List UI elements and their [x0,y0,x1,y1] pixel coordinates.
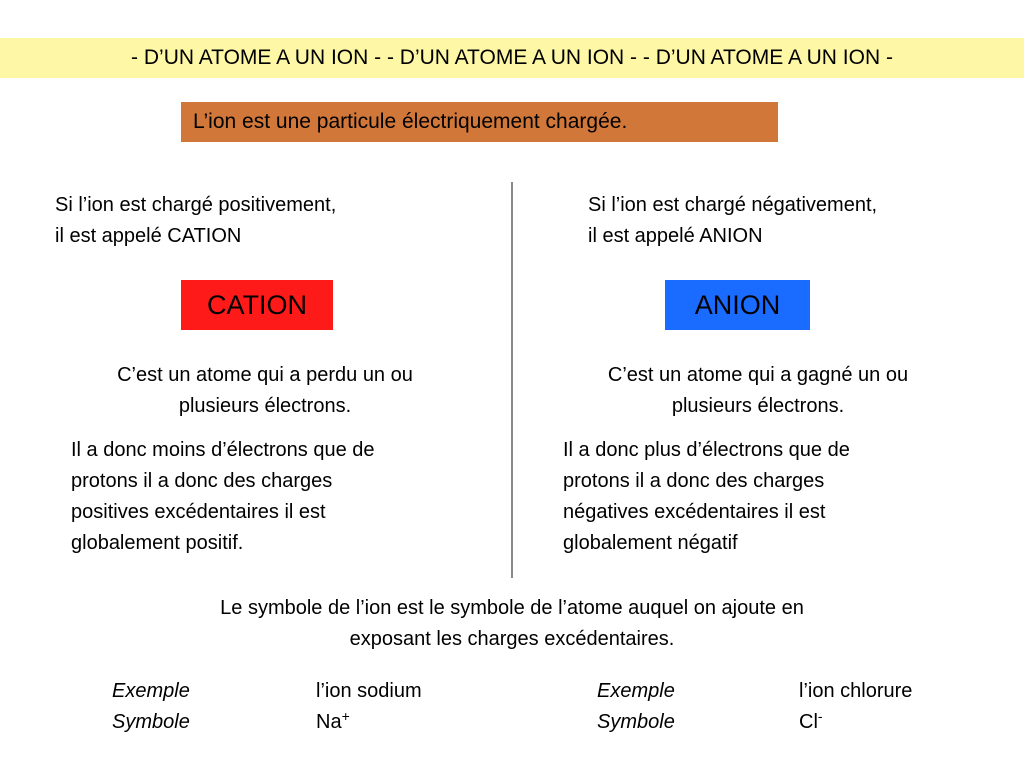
cation-description [50,360,480,422]
example-label: Exemple [112,680,190,702]
anion-detail-line: protons il a donc des charges [563,470,825,492]
cation-symbol-charge: + [341,708,350,724]
cation-example-labels [112,676,190,738]
anion-example-labels [597,676,675,738]
anion-example-name: l’ion chlorure [799,680,913,702]
cation-badge-label: CATION [207,289,307,320]
anion-symbol-charge: - [817,708,823,724]
symbol-label: Symbole [112,711,190,733]
anion-symbol [799,707,912,738]
symbol-rule-line: exposant les charges excédentaires. [349,628,675,650]
anion-description-line: C’est un atome qui a gagné un ou [607,364,909,386]
anion-description-line: plusieurs électrons. [671,395,845,417]
cation-intro [55,190,336,252]
symbol-label: Symbole [597,711,675,733]
anion-example-values [799,676,912,738]
column-divider [511,182,513,578]
cation-example-name: l’ion sodium [316,680,422,702]
cation-intro-line: il est appelé CATION [55,225,242,247]
cation-detail-line: globalement positif. [71,532,244,554]
cation-badge [181,280,333,330]
definition-box [181,102,778,142]
anion-detail-line: Il a donc plus d’électrons que de [563,439,850,461]
definition-text: L’ion est une particule électriquement chargée. [193,110,628,133]
cation-detail-line: protons il a donc des charges [71,470,333,492]
anion-badge-label: ANION [694,289,781,320]
anion-intro-line: Si l’ion est chargé négativement, [588,194,878,216]
cation-example-values [316,676,422,738]
anion-intro-line: il est appelé ANION [588,225,763,247]
anion-detail-line: globalement négatif [563,532,738,554]
anion-symbol-base: Cl [799,711,818,733]
anion-detail-line: négatives excédentaires il est [563,501,826,523]
example-label: Exemple [597,680,675,702]
cation-symbol-base: Na [316,711,342,733]
cation-detail-line: Il a donc moins d’électrons que de [71,439,375,461]
symbol-rule [100,593,924,655]
anion-intro [588,190,877,252]
cation-description-line: plusieurs électrons. [178,395,352,417]
title-text: - D’UN ATOME A UN ION - - D’UN ATOME A UN ION - - D’UN ATOME A UN ION - [131,46,893,69]
cation-description-line: C’est un atome qui a perdu un ou [117,364,413,386]
anion-detail [563,435,1003,559]
title-banner [0,38,1024,78]
anion-description [543,360,973,422]
cation-detail-line: positives excédentaires il est [71,501,326,523]
cation-detail [71,435,491,559]
cation-intro-line: Si l’ion est chargé positivement, [55,194,337,216]
cation-symbol [316,707,422,738]
anion-badge [665,280,810,330]
symbol-rule-line: Le symbole de l’ion est le symbole de l’atome auquel on ajoute en [220,597,804,619]
